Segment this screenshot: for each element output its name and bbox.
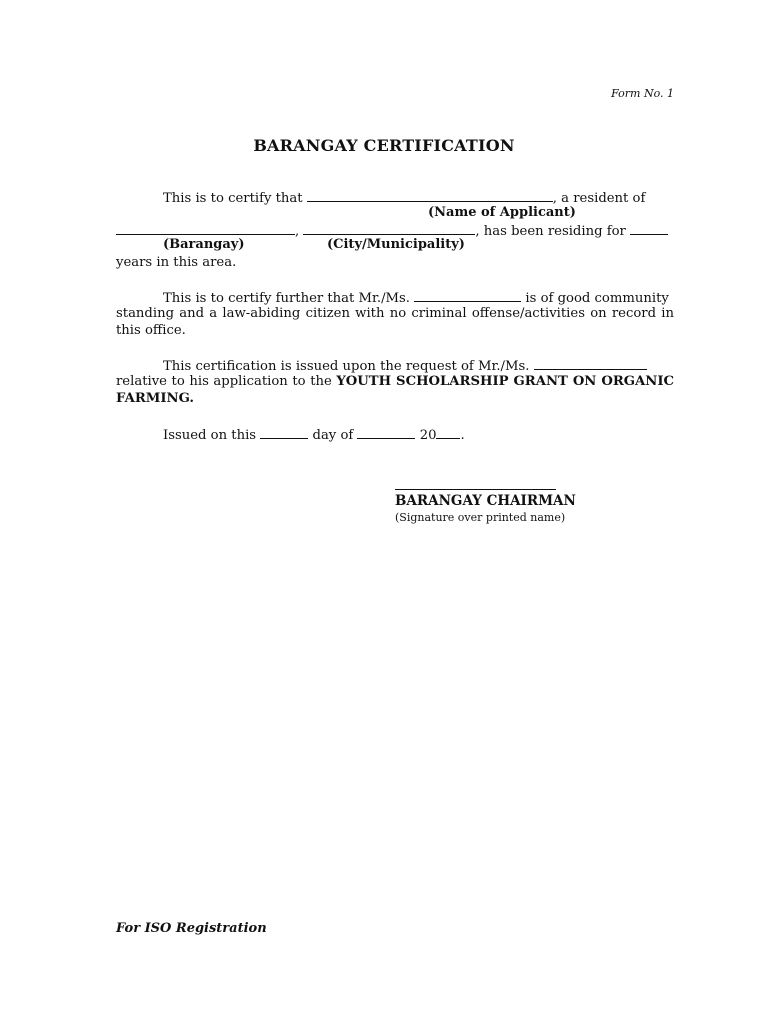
city-municipality-caption: (City/Municipality) [327, 237, 465, 252]
certify-further-text: This is to certify further that Mr./Ms. [163, 291, 410, 306]
iso-registration-footer: For ISO Registration [116, 921, 267, 936]
residing-for-text: , has been residing for [475, 224, 626, 239]
city-municipality-blank[interactable] [303, 221, 475, 235]
relative-application-text: relative to his application to the [116, 374, 332, 389]
resident-of-text: , a resident of [552, 191, 646, 206]
barangay-chairman-title: BARANGAY CHAIRMAN [395, 493, 576, 509]
good-community-text: is of good community [525, 291, 669, 306]
program-name-text: YOUTH SCHOLARSHIP GRANT ON ORGANIC [336, 374, 675, 389]
barangay-blank[interactable] [116, 221, 295, 235]
comma-text: , [295, 224, 300, 239]
barangay-caption: (Barangay) [163, 237, 245, 252]
certify-lead-text: This is to certify that [163, 191, 303, 206]
name-of-applicant-caption: (Name of Applicant) [428, 205, 576, 220]
mr-ms-name-blank-2[interactable] [534, 356, 647, 370]
paragraph2-line3: this office. [116, 323, 186, 338]
period-text: . [460, 428, 465, 443]
month-blank[interactable] [357, 425, 415, 439]
issued-on-text: Issued on this [163, 428, 257, 443]
issued-line [116, 425, 674, 444]
day-blank[interactable] [260, 425, 308, 439]
day-of-text: day of [312, 428, 354, 443]
signature-line[interactable] [395, 489, 556, 490]
year-blank[interactable] [436, 425, 460, 439]
paragraph2-line2: standing and a law-abiding citizen with no criminal offense/activities on record in [116, 306, 674, 321]
paragraph1-line1 [116, 188, 674, 207]
form-number: Form No. 1 [611, 87, 674, 100]
request-of-text: This certification is issued upon the request of Mr./Ms. [163, 359, 530, 374]
years-blank[interactable] [630, 221, 668, 235]
paragraph3-line2 [116, 373, 674, 390]
signature-caption: (Signature over printed name) [395, 511, 566, 524]
applicant-name-blank[interactable] [307, 188, 553, 202]
paragraph3-line3: FARMING. [116, 391, 194, 406]
mr-ms-name-blank-1[interactable] [414, 288, 521, 302]
paragraph1-line3: years in this area. [116, 255, 237, 270]
year-prefix-text: 20 [419, 428, 437, 443]
document-title: BARANGAY CERTIFICATION [253, 136, 515, 155]
